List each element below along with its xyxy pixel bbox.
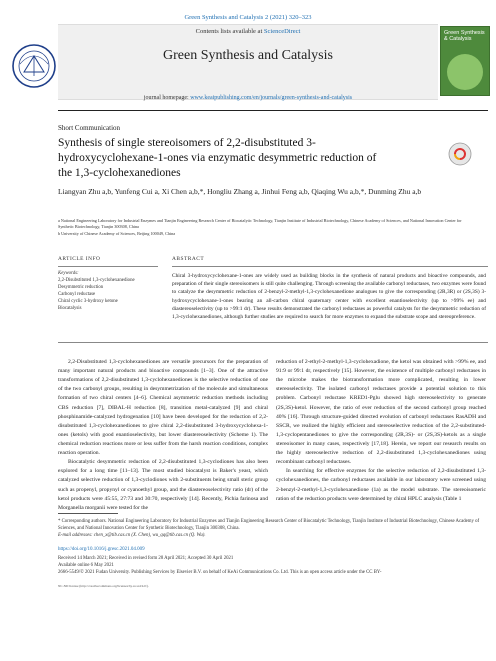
copyright-notice: 2666-5549/© 2021 Fudan University. Publishing Services by Elsevier B.V. on behalf of KeAi Communications Co. Ltd. This is an open access article under the CC BY- <box>58 569 382 575</box>
cover-image <box>447 54 483 90</box>
footnote-rule <box>58 513 118 514</box>
affiliation-a: a National Engineering Laboratory for Industrial Enzymes and Tianjin Engineering Research Center of Biocatalytic Technology, Tianjin Institute of Industrial Biotechnology, Chinese Academy of Sciences, and National Innovation Center for Synthetic Biotechnology, Tianjin 300308, China <box>58 218 462 230</box>
article-title: Synthesis of single stereoisomers of 2,2-disubstituted 3-hydroxycyclohexane-1-ones via enzymatic desymmetric reduction of the 1,3-cyclohexanediones <box>58 137 377 180</box>
footnote <box>58 518 488 540</box>
header-rule <box>58 110 488 111</box>
keyword: Carbonyl reductase <box>58 291 96 297</box>
keyword: 2,2-Disubstituted 1,3-cyclohexanedione <box>58 277 135 283</box>
contents-line <box>0 28 496 35</box>
article-info-heading: ARTICLE INFO <box>58 256 101 262</box>
received-dates: Received 14 March 2021; Received in revised form 28 April 2021; Accepted 30 April 2021 <box>58 556 234 561</box>
running-head[interactable]: Green Synthesis and Catalysis 2 (2021) 320–323 <box>184 14 312 21</box>
body-paragraph: Biocatalytic desymmetric reduction of 2,2-disubstituted 1,3-cyclodiones has also been explored for a long time [11–13]. The most studied biocatalyst is Baker's yeast, which catalyzed selective reduction of 1,3-cyclodiones with 2-substituents being small steric group such as propenyl, propynyl or cyanoethyl group, and the diastereoselectivity ratio (dr) of the ketol products were 45:55, 27:73 and 30:70, respectively [14]. Recently, Pichia farinosa and Morganella morganii were tested for the <box>58 459 268 511</box>
cover-title: Green Synthesis & Catalysis <box>444 30 485 43</box>
homepage-link[interactable]: www.keaipublishing.com/en/journals/green-synthesis-and-catalysis <box>190 95 353 101</box>
email-addresses[interactable]: E-mail addresses: chen_x@tib.cas.cn (X. Chen), wu_qq@tib.cas.cn (Q. Wu). <box>58 533 206 539</box>
article-type: Short Communication <box>58 124 121 132</box>
affiliation-b: b University of Chinese Academy of Sciences, Beijing 100049, China <box>58 230 176 236</box>
body-column-left <box>58 358 268 513</box>
article-info-rule <box>58 266 158 267</box>
keywords-label: Keywords: <box>58 271 79 276</box>
homepage-prefix: journal homepage: <box>143 95 189 101</box>
article-dates <box>58 556 488 577</box>
abstract-bottom-rule <box>58 342 488 343</box>
author-list: Liangyan Zhu a,b, Yunfeng Cui a, Xi Chen a,b,*, Hongliu Zhang a, Jinhui Feng a,b, Qiaqing Wu a,b,*, Dunming Zhu a,b <box>58 187 422 196</box>
journal-title: Green Synthesis and Catalysis <box>163 48 333 63</box>
journal-cover-thumbnail[interactable] <box>440 26 490 96</box>
contents-prefix: Contents lists available at <box>195 28 263 35</box>
keywords-block <box>58 271 168 313</box>
license-link[interactable]: NC-ND license (http://creativecommons.org/licenses/by-nc-nd/4.0/). <box>58 584 149 588</box>
body-column-right <box>276 358 486 504</box>
body-paragraph: reduction of 2-ethyl-2-methyl-1,3-cyclohexadione, the ketol was obtained with >99% ee, and 91:9 or 99:1 dr, respectively [15]. However, the existence of multiple carbonyl reductases in the microbe makes the biotransformation more complicated, resulting in lower stereoselectivity. The isolated carbonyl reductases provide a potential solution to this problem. Carbonyl reductase KRED1-Pglu showed high stereoselectivity to generate (2S,3S)-ketol. However, the ratio of ever reduction of the second carbonyl group reached 40% [16]. Through structure-guided directed evolution of carbonyl reductases RasADH and SSCR, we realized the highly efficient and stereoselective reduction of the 2,2-substituted-1,3-cyclopentanediones to give the corresponding (2R,3S)- or (2S,3S)-ketols as a single stereoisomer in many cases, respectively [17,18]. Herein, we report our research results on the highly stereoselective reduction of 2,2-disubstituted 1,3-cyclohexanediones using recombinant carbonyl reductases. <box>276 359 486 466</box>
abstract-text: Chiral 3-hydroxycyclohexane-1-ones are widely used as building blocks in the synthesis of natural products and bioactive compounds, and preparation of their single stereoisomers is still quite challenging. Through screening the available carbonyl reductases, two enzymes were found to catalyze the desymmetric reduction of 2-benzyl-2-methyl-1,3-cyclohexanedione analogues to give the corresponding (2R,3R) or (2S,3S) 3-hydroxycyclohexane-1-ones bearing an all-carbon chiral quaternary center with excellent enantioselectivity (up to >99% ee) and diastereoselectivity (up to >99:1 dr). These results demonstrated the carbonyl reductases as powerful catalysts for the desymmetric reduction of 1,3-cyclohexanediones, although further studies are required to search for more enzymes to expand the substrate scope and stereopreference. <box>172 273 486 321</box>
available-online: Available online 6 May 2021 <box>58 562 114 568</box>
journal-homepage <box>58 95 438 101</box>
doi-link[interactable]: https://doi.org/10.1016/j.gresc.2021.04.009 <box>58 547 145 552</box>
abstract-heading: ABSTRACT <box>172 256 205 262</box>
affiliations <box>58 218 478 237</box>
keyword: Biocatalysis <box>58 305 82 311</box>
keyword: Chiral cyclic 3-hydroxy ketone <box>58 298 118 304</box>
abstract-rule <box>172 266 488 267</box>
university-seal-logo <box>10 28 58 98</box>
corresponding-authors: * Corresponding authors. National Engineering Laboratory for Industrial Enzymes and Tianjin Engineering Research Center of Biocatalytic Technology, Tianjin Institute of Industrial Biotechnology, Chinese Academy of Sciences, and National Innovation Center for Synthetic Biotechnology, Tianjin 300308, China. <box>58 519 480 532</box>
body-paragraph: 2,2-Disubstituted 1,3-cyclohexanediones are versatile precursors for the preparation of many important natural products and bioactive compounds [1–3]. One of the attractive transformations of 2,2-disubstituted 1,3-cyclohexanediones is the selective reduction of one of the two carbonyl groups, resulting in desymmetrization of the molecule and simultaneous formation of two chiral centers [4–6]. Chemical asymmetric reduction methods including CBS reduction [7], DIBAL-H reduction [8], transition metal-catalyzed [9] and chiral phosphinamide-catalyzed hydrogenation [10] have been developed for the reduction of 2,2-disubstituted 1,3-cyclohexanediones to give chiral 2,2-disubstituted 3-hydroxycyclohexa-1-ones (ketols) with good enantioselectivity, but lower diastereoselectivity (Scheme 1). The chemical reduction reactions more or less suffer from the harsh reaction conditions, complex reaction operation. <box>58 359 268 457</box>
body-paragraph: In searching for effective enzymes for the selective reduction of 2,2-disubstituted 1,3-cyclohexanediones, the carbonyl reductases available in our laboratory were screened using 2-benzyl-2-methyl-1,3-cyclohexanedione (1a) as the model substrate. The stereoisomeric ration of the reduction products were determined by chiral HPLC analysis (Table 1 <box>276 468 486 502</box>
sciencedirect-link[interactable]: ScienceDirect <box>263 28 301 35</box>
check-for-updates-icon[interactable] <box>447 141 473 167</box>
keyword: Desymmetric reduction <box>58 284 104 290</box>
